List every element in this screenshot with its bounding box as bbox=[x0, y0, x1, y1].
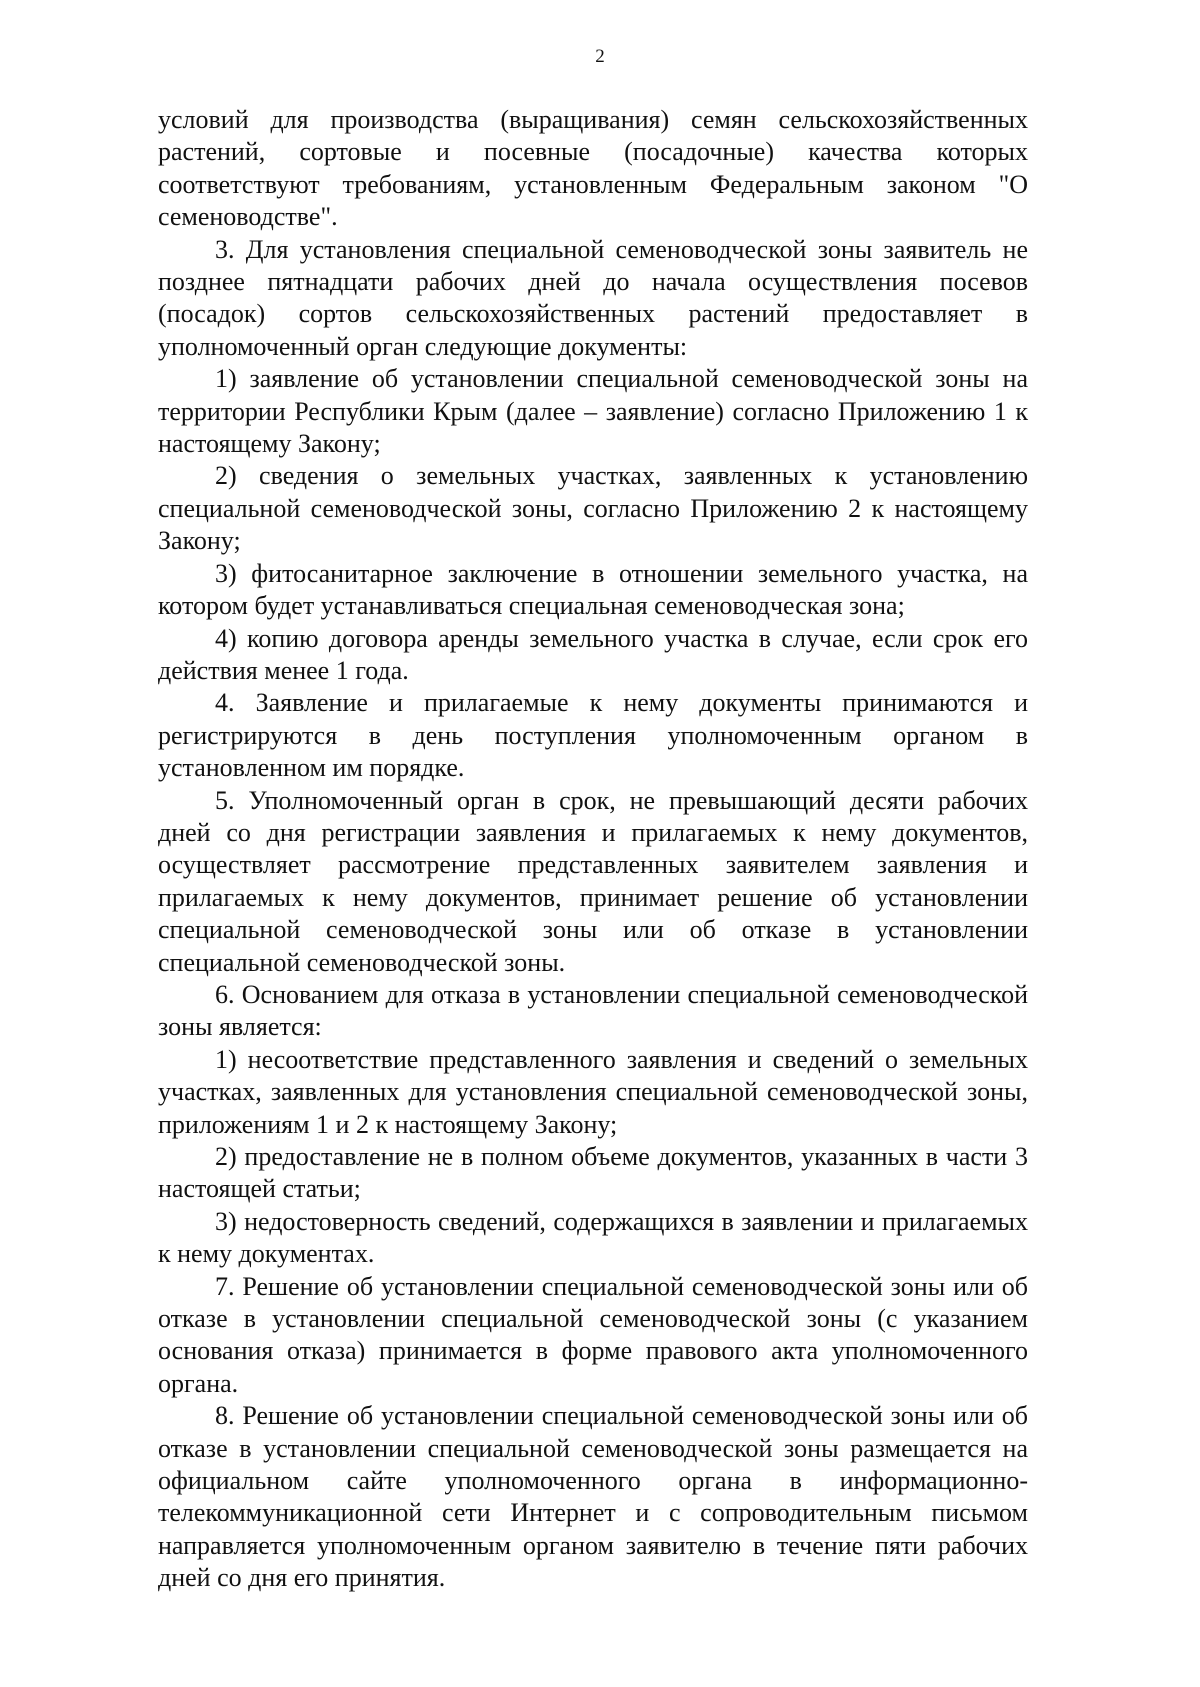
paragraph: 5. Уполномоченный орган в срок, не превышающий десяти рабочих дней со дня регистрации заявления и прилагаемых к нему документов, осуществляет рассмотрение представленных заявителем заявления и прилагаемых к нему документов, принимает решение об установлении специальной семеноводческой зоны или об отказе в установлении специальной семеноводческой зоны. bbox=[158, 785, 1028, 977]
paragraph: 7. Решение об установлении специальной семеноводческой зоны или об отказе в установлении специальной семеноводческой зоны (с указанием основания отказа) принимается в форме правового акта уполномоченного органа. bbox=[158, 1271, 1028, 1398]
paragraph: 3) недостоверность сведений, содержащихся в заявлении и прилагаемых к нему документах. bbox=[158, 1206, 1028, 1269]
page-number: 2 bbox=[595, 46, 605, 67]
paragraph: условий для производства (выращивания) семян сельскохозяйственных растений, сортовые и посевные (посадочные) качества которых соответствуют требованиям, установленным Федеральным законом "О семеноводстве". bbox=[158, 105, 1028, 232]
paragraph: 6. Основанием для отказа в установлении специальной семеноводческой зоны является: bbox=[158, 979, 1028, 1042]
paragraph: 3. Для установления специальной семеноводческой зоны заявитель не позднее пятнадцати рабочих дней до начала осуществления посевов (посадок) сортов сельскохозяйственных растений предоставляет в уполномоченный орган следующие документы: bbox=[158, 234, 1028, 361]
paragraph: 2) предоставление не в полном объеме документов, указанных в части 3 настоящей статьи; bbox=[158, 1142, 1028, 1204]
paragraph: 4. Заявление и прилагаемые к нему документы принимаются и регистрируются в день поступления уполномоченным органом в установленном им порядке. bbox=[158, 688, 1028, 783]
document-body bbox=[158, 104, 1028, 1595]
paragraph: 8. Решение об установлении специальной семеноводческой зоны или об отказе в установлении специальной семеноводческой зоны размещается на официальном сайте уполномоченного органа в информационно-телекоммуникационной сети Интернет и с сопроводительным письмом направляется уполномоченным органом заявителю в течение пяти рабочих дней со дня его принятия. bbox=[158, 1401, 1028, 1593]
paragraph: 2) сведения о земельных участках, заявленных к установлению специальной семеноводческой зоны, согласно Приложению 2 к настоящему Закону; bbox=[158, 461, 1028, 556]
paragraph: 3) фитосанитарное заключение в отношении земельного участка, на котором будет устанавливаться специальная семеноводческая зона; bbox=[158, 558, 1028, 621]
paragraph: 1) заявление об установлении специальной семеноводческой зоны на территории Республики Крым (далее – заявление) согласно Приложению 1 к настоящему Закону; bbox=[158, 364, 1028, 459]
paragraph: 1) несоответствие представленного заявления и сведений о земельных участках, заявленных для установления специальной семеноводческой зоны, приложениям 1 и 2 к настоящему Закону; bbox=[158, 1044, 1028, 1139]
paragraph: 4) копию договора аренды земельного участка в случае, если срок его действия менее 1 года. bbox=[158, 623, 1028, 685]
